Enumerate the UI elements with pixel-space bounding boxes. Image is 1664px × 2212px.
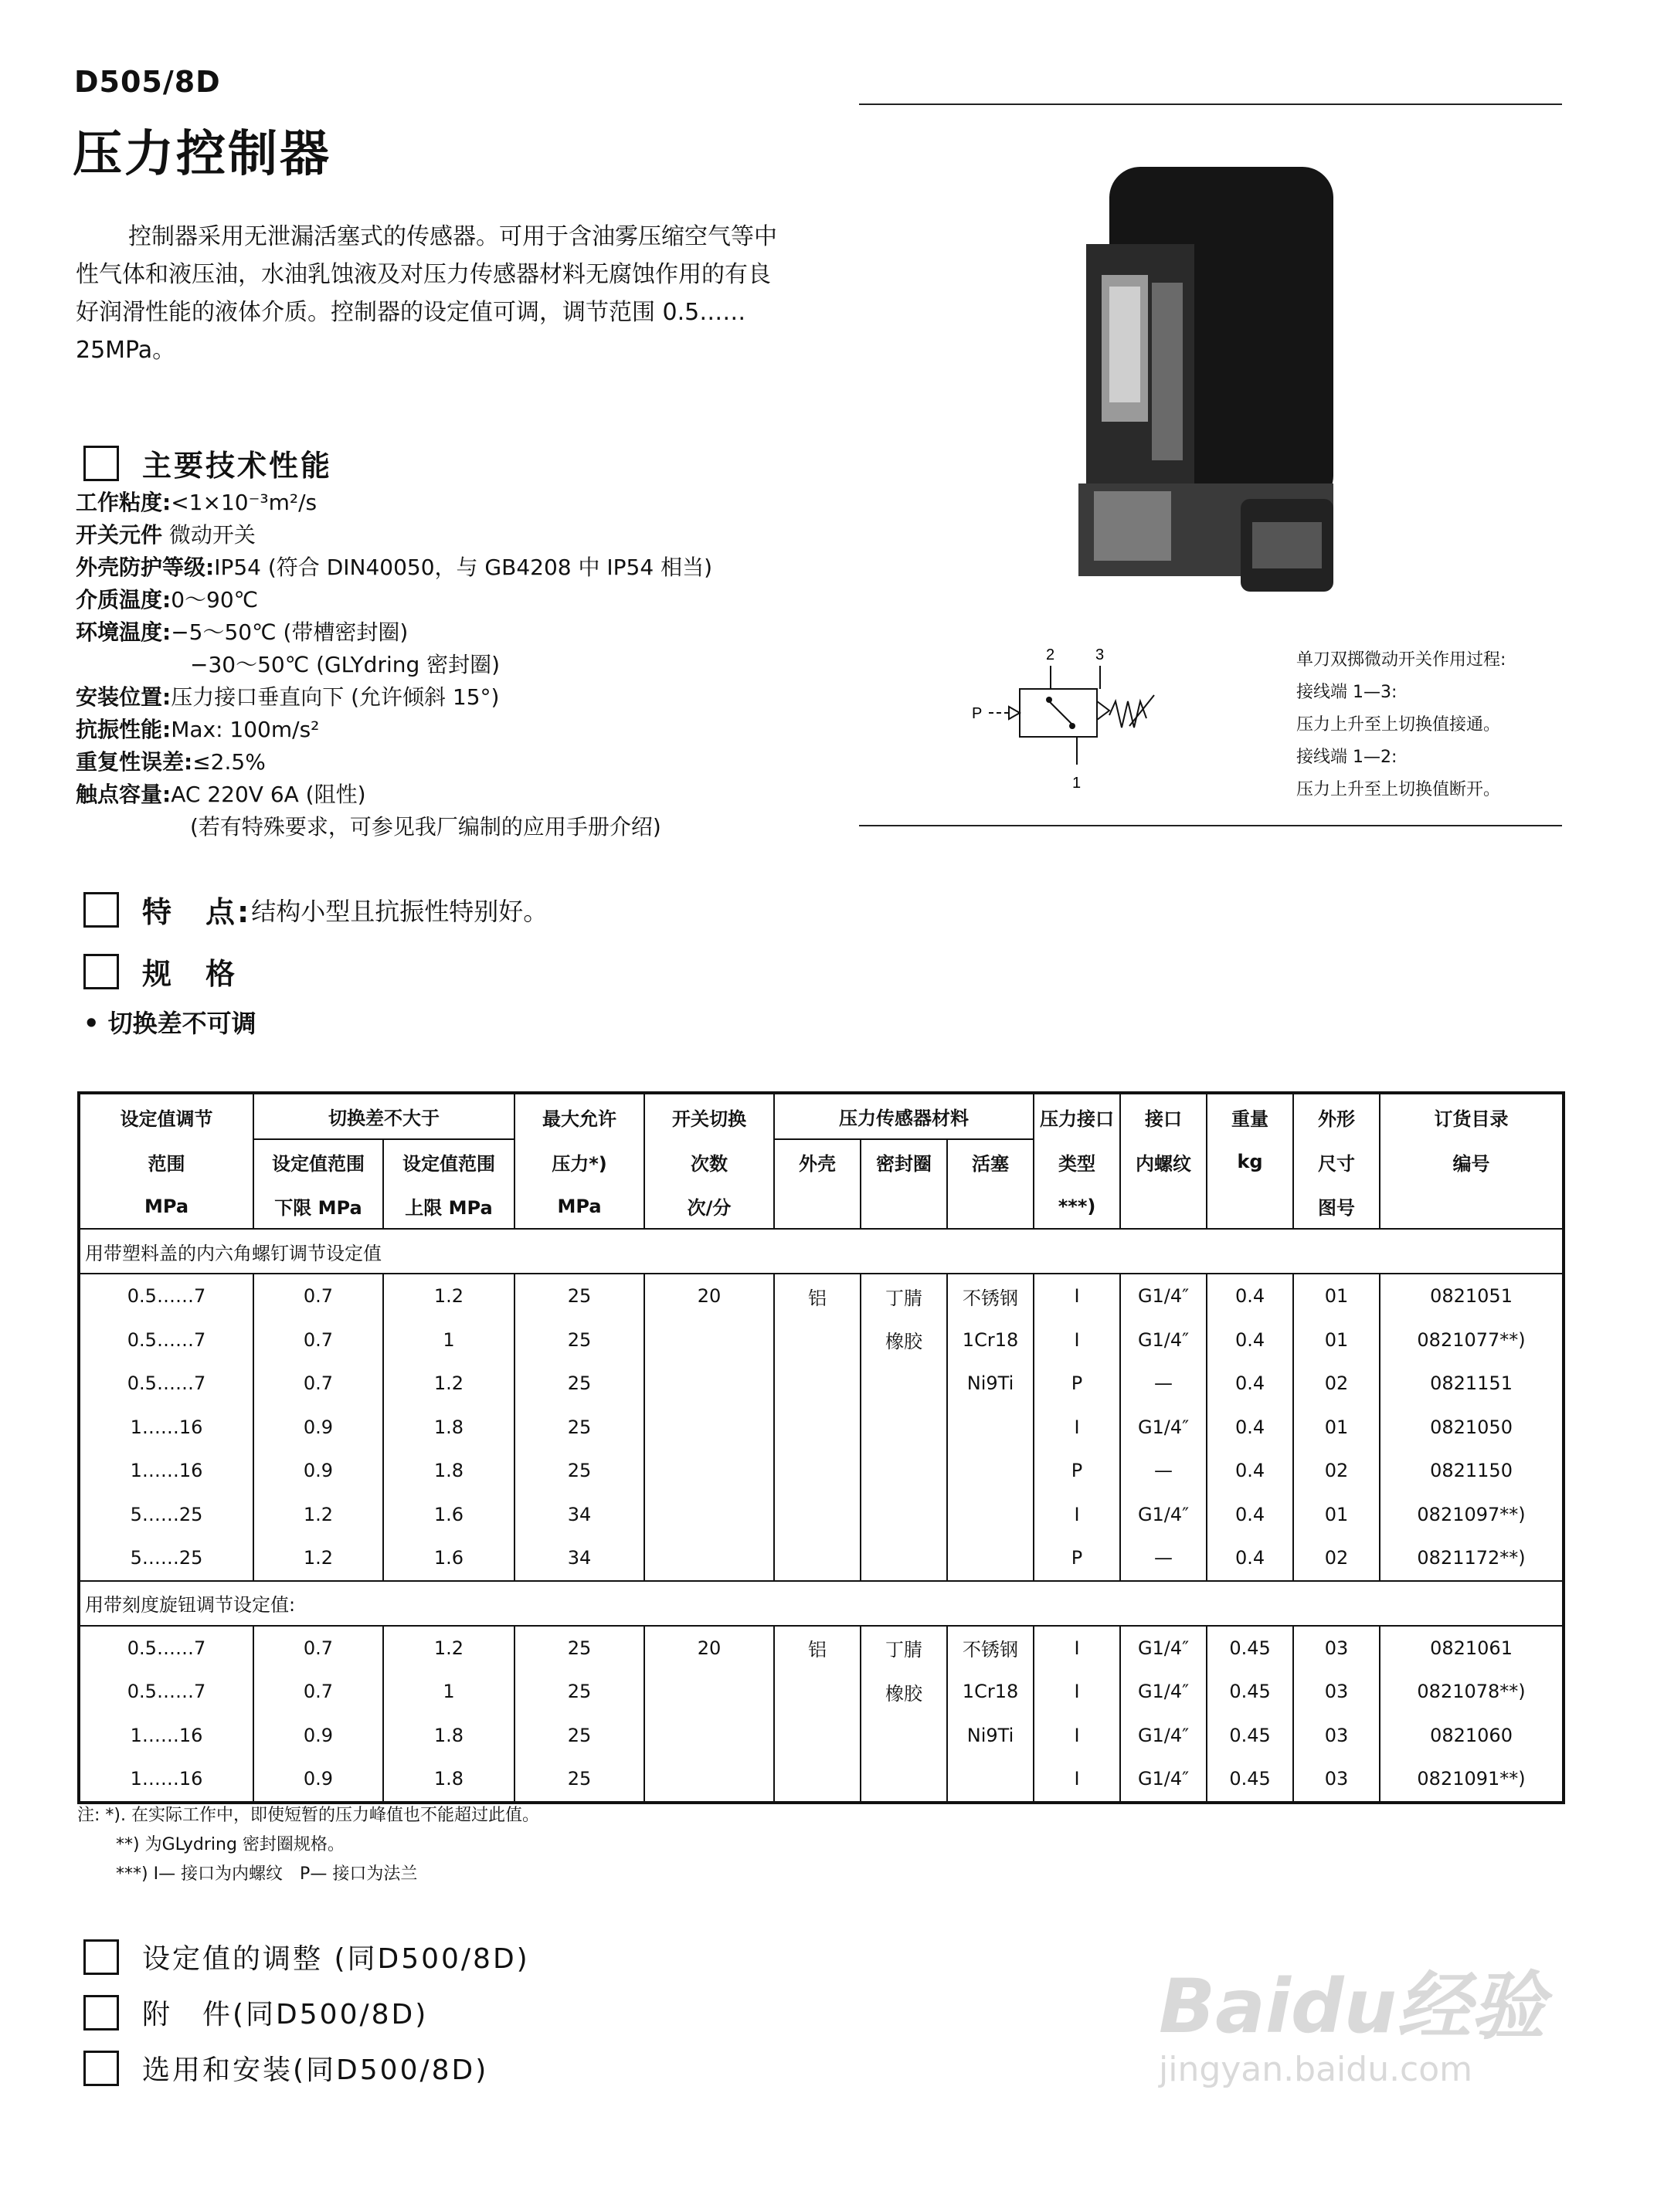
checkbox-icon (83, 892, 119, 928)
schematic-line: 单刀双掷微动开关作用过程: (1296, 650, 1506, 670)
header-row: 范围 设定值范围 设定值范围 压力*) 次数 外壳 密封圈 活塞 类型 内螺纹 kg 尺寸 编号 (79, 1139, 1564, 1184)
checkbox-icon (83, 1995, 119, 2030)
spec-row: 开关元件 微动开关 (76, 522, 256, 548)
col-range-header: 设定值调节 (120, 1108, 213, 1130)
section-title: 主要技术性能 (142, 449, 333, 483)
feature-title: 特 点: (142, 895, 252, 929)
table-notes (77, 1801, 539, 1889)
page-title: 压力控制器 (73, 126, 331, 183)
table-row: 1……16 0.9 1.8 25 Ni9Ti I G1/4″ 0.45 03 0821060 (79, 1714, 1564, 1758)
section-main-performance (83, 442, 332, 484)
checkbox-icon (83, 446, 119, 481)
terminal-1-label: 1 (1072, 775, 1082, 792)
checkbox-icon (83, 954, 119, 989)
terminal-3-label: 3 (1095, 646, 1105, 663)
spec-row: 外壳防护等级:IP54 (符合 DIN40050，与 GB4208 中 IP54 相当) (76, 555, 712, 580)
checkbox-icon (83, 2051, 119, 2086)
section-title: 附 件(同D500/8D) (142, 1999, 429, 2030)
section-title: 规 格 (142, 957, 238, 991)
spec-row: 抗振性能:Max: 100m/s² (76, 717, 320, 742)
schematic-rule (859, 825, 1562, 826)
section-selection (83, 2048, 488, 2088)
spec-row: 工作粘度:<1×10⁻³m²/s (76, 490, 318, 515)
section-features (83, 888, 548, 931)
section-adjustment (83, 1937, 530, 1976)
spec-table (77, 1091, 1565, 1804)
table-row: 0.5……7 0.7 1.2 25 20 铝 丁腈 不锈钢 I G1/4″ 0.45 03 0821061 (79, 1626, 1564, 1671)
watermark-url: jingyan.baidu.com (1159, 2050, 1473, 2089)
table-row: 1……16 0.9 1.8 25 I G1/4″ 0.45 03 0821091**) (79, 1757, 1564, 1803)
note-line: **) 为GLydring 密封圈规格。 (116, 1835, 345, 1854)
schematic-line: 压力上升至上切换值断开。 (1296, 780, 1501, 799)
material-group-header: 压力传感器材料 (774, 1093, 1034, 1139)
spec-row: 介质温度:0～90℃ (76, 587, 259, 612)
baidu-watermark (1159, 1963, 1545, 2089)
spec-row: 安装位置:压力接口垂直向下 (允许倾斜 15°) (76, 684, 500, 710)
intro-paragraph: 控制器采用无泄漏活塞式的传感器。可用于含油雾压缩空气等中性气体和液压油，水油乳蚀液及对压力传感器材料无腐蚀作用的有良好润滑性能的液体介质。控制器的设定值可调，调节范围 0.5……25MPa。 (76, 223, 777, 364)
feature-text: 结构小型且抗振性特别好。 (251, 896, 548, 926)
pressure-port-label: P (972, 705, 983, 722)
table-row: 0.5……7 0.7 1 25 橡胶 1Cr18 I G1/4″ 0.45 03 0821078**) (79, 1670, 1564, 1714)
spec-row: 环境温度:−5～50℃ (带槽密封圈) (76, 619, 409, 645)
group-title-row: 用带塑料盖的内六角螺钉调节设定值 (79, 1229, 1564, 1274)
table-row: 0.5……7 0.7 1 25 橡胶 1Cr18 I G1/4″ 0.4 01 0821077**) (79, 1318, 1564, 1362)
schematic-line: 接线端 1—2: (1296, 748, 1397, 767)
table-row: 1……16 0.9 1.8 25 I G1/4″ 0.4 01 0821050 (79, 1406, 1564, 1450)
section-title: 设定值的调整 (同D500/8D) (142, 1943, 530, 1975)
spec-row: (若有特殊要求，可参见我厂编制的应用手册介绍) (190, 814, 661, 840)
table-row: 1……16 0.9 1.8 25 P — 0.4 02 0821150 (79, 1449, 1564, 1493)
top-rule (859, 103, 1562, 105)
header-row: 设定值调节 切换差不大于 最大允许 开关切换 压力传感器材料 压力接口 接口 重量 外形 订货目录 (79, 1093, 1564, 1139)
section-title: 选用和安装(同D500/8D) (142, 2054, 489, 2086)
switch-description (1296, 644, 1506, 806)
schematic-line: 压力上升至上切换值接通。 (1296, 715, 1501, 735)
switch-group-header: 切换差不大于 (253, 1093, 514, 1139)
watermark-brand: Baidu (1159, 1963, 1397, 2050)
section-specifications (83, 950, 237, 992)
spec-row: 重复性误差:≤2.5% (76, 749, 266, 775)
note-line: 注: *). 在实际工作中，即使短暂的压力峰值也不能超过此值。 (77, 1806, 539, 1825)
watermark-cn: 经验 (1396, 1963, 1545, 2050)
bullet-note: • 切换差不可调 (83, 1009, 256, 1038)
switch-schematic-diagram (958, 641, 1221, 796)
product-photo (1078, 159, 1364, 599)
group-title-row: 用带刻度旋钮调节设定值: (79, 1581, 1564, 1626)
spec-list (76, 487, 712, 843)
table-row: 0.5……7 0.7 1.2 25 20 铝 丁腈 不锈钢 I G1/4″ 0.4 01 0821051 (79, 1274, 1564, 1318)
section-accessories (83, 1993, 428, 2032)
spec-row: −30～50℃ (GLYdring 密封圈) (190, 652, 501, 677)
note-line: ***) I— 接口为内螺纹 P— 接口为法兰 (116, 1864, 418, 1884)
checkbox-icon (83, 1939, 119, 1975)
model-number: D505/8D (74, 65, 221, 99)
table-row: 5……25 1.2 1.6 34 P — 0.4 02 0821172**) (79, 1536, 1564, 1581)
table-row: 5……25 1.2 1.6 34 I G1/4″ 0.4 01 0821097**) (79, 1493, 1564, 1537)
terminal-2-label: 2 (1046, 646, 1055, 663)
spec-row: 触点容量:AC 220V 6A (阻性) (76, 782, 366, 807)
schematic-line: 接线端 1—3: (1296, 683, 1397, 702)
table-row: 0.5……7 0.7 1.2 25 Ni9Ti P — 0.4 02 0821151 (79, 1362, 1564, 1406)
header-row: MPa 下限 MPa 上限 MPa MPa 次/分 ***) 图号 (79, 1184, 1564, 1229)
